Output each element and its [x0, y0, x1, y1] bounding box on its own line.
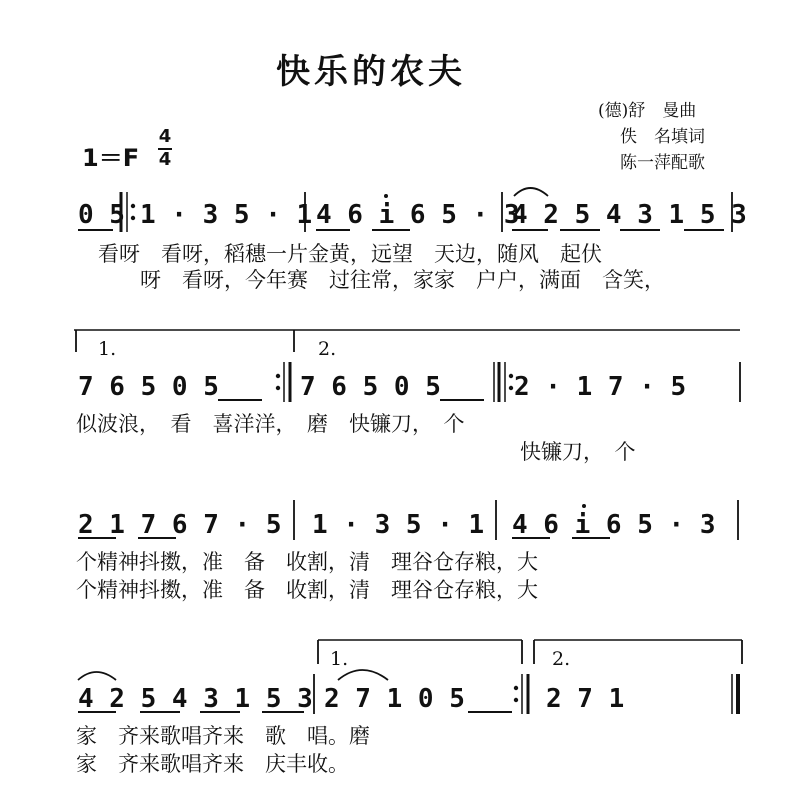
repeat-dot [131, 216, 135, 220]
notes-measure: 1 · 3 5 · 1 [140, 200, 313, 230]
slur [514, 188, 548, 196]
repeat-dot [276, 386, 280, 390]
first-ending-label: 1. [330, 648, 349, 670]
song-title: 快乐的农夫 [276, 52, 466, 92]
octave-dot [582, 504, 586, 508]
repeat-dot [509, 386, 513, 390]
lyrics-verse-1: 家 齐来歌唱齐来 歌 唱。磨 [76, 724, 370, 748]
lyrics-verse-2: 快镰刀， 个 [520, 440, 636, 464]
time-signature-bottom: 4 [158, 149, 172, 170]
lyrics-verse-2: 个精神抖擞，准 备 收割，清 理谷仓存粮，大 [76, 578, 538, 602]
notes-measure: 4 2 5 4 3 1 5 3 [512, 200, 747, 230]
arranger-credit: 陈一萍配歌 [620, 153, 705, 173]
notes-measure: 4 6 i 6 5 · 3 [512, 510, 716, 540]
notes-measure: 0 5 [78, 200, 125, 230]
notes-measure: 2 1 7 6 7 · 5 [78, 510, 282, 540]
second-ending-label: 2. [552, 648, 571, 670]
notes-measure: 4 2 5 4 3 1 5 3 [78, 684, 313, 714]
lyrics-verse-1: 看呀 看呀，稻穗一片金黄，远望 天边，随风 起伏 [98, 242, 602, 266]
composer-credit: (德)舒 曼曲 [598, 101, 697, 121]
notes-measure: 7 6 5 0 5 [300, 372, 441, 402]
repeat-dot [131, 204, 135, 208]
notes-measure: 7 6 5 0 5 [78, 372, 219, 402]
repeat-dot [514, 686, 518, 690]
key-signature: 1＝F [82, 144, 140, 172]
notes-measure: 1 · 3 5 · 1 [312, 510, 485, 540]
lyrics-verse-2: 呀 看呀，今年赛 过往常，家家 户户，满面 含笑， [140, 268, 665, 292]
repeat-dot [514, 698, 518, 702]
lyrics-verse-1: 个精神抖擞，准 备 收割，清 理谷仓存粮，大 [76, 550, 538, 574]
second-ending-label: 2. [318, 338, 337, 360]
lyrics-verse-1: 似波浪， 看 喜洋洋， 磨 快镰刀， 个 [76, 412, 465, 436]
lyricist-credit: 佚 名填词 [620, 127, 705, 147]
first-ending-label: 1. [98, 338, 117, 360]
notes-measure: 2 7 1 0 5 [324, 684, 465, 714]
notes-measure: 4 6 i 6 5 · 3 [316, 200, 520, 230]
notes-measure: 2 7 1 [546, 684, 625, 714]
octave-dot [384, 194, 388, 198]
time-signature-top: 4 [158, 126, 172, 147]
repeat-dot [509, 374, 513, 378]
slur [78, 672, 116, 680]
lyrics-verse-2: 家 齐来歌唱齐来 庆丰收。 [76, 752, 349, 776]
slur [338, 670, 388, 680]
repeat-dot [276, 374, 280, 378]
notes-measure: 2 · 1 7 · 5 [514, 372, 687, 402]
